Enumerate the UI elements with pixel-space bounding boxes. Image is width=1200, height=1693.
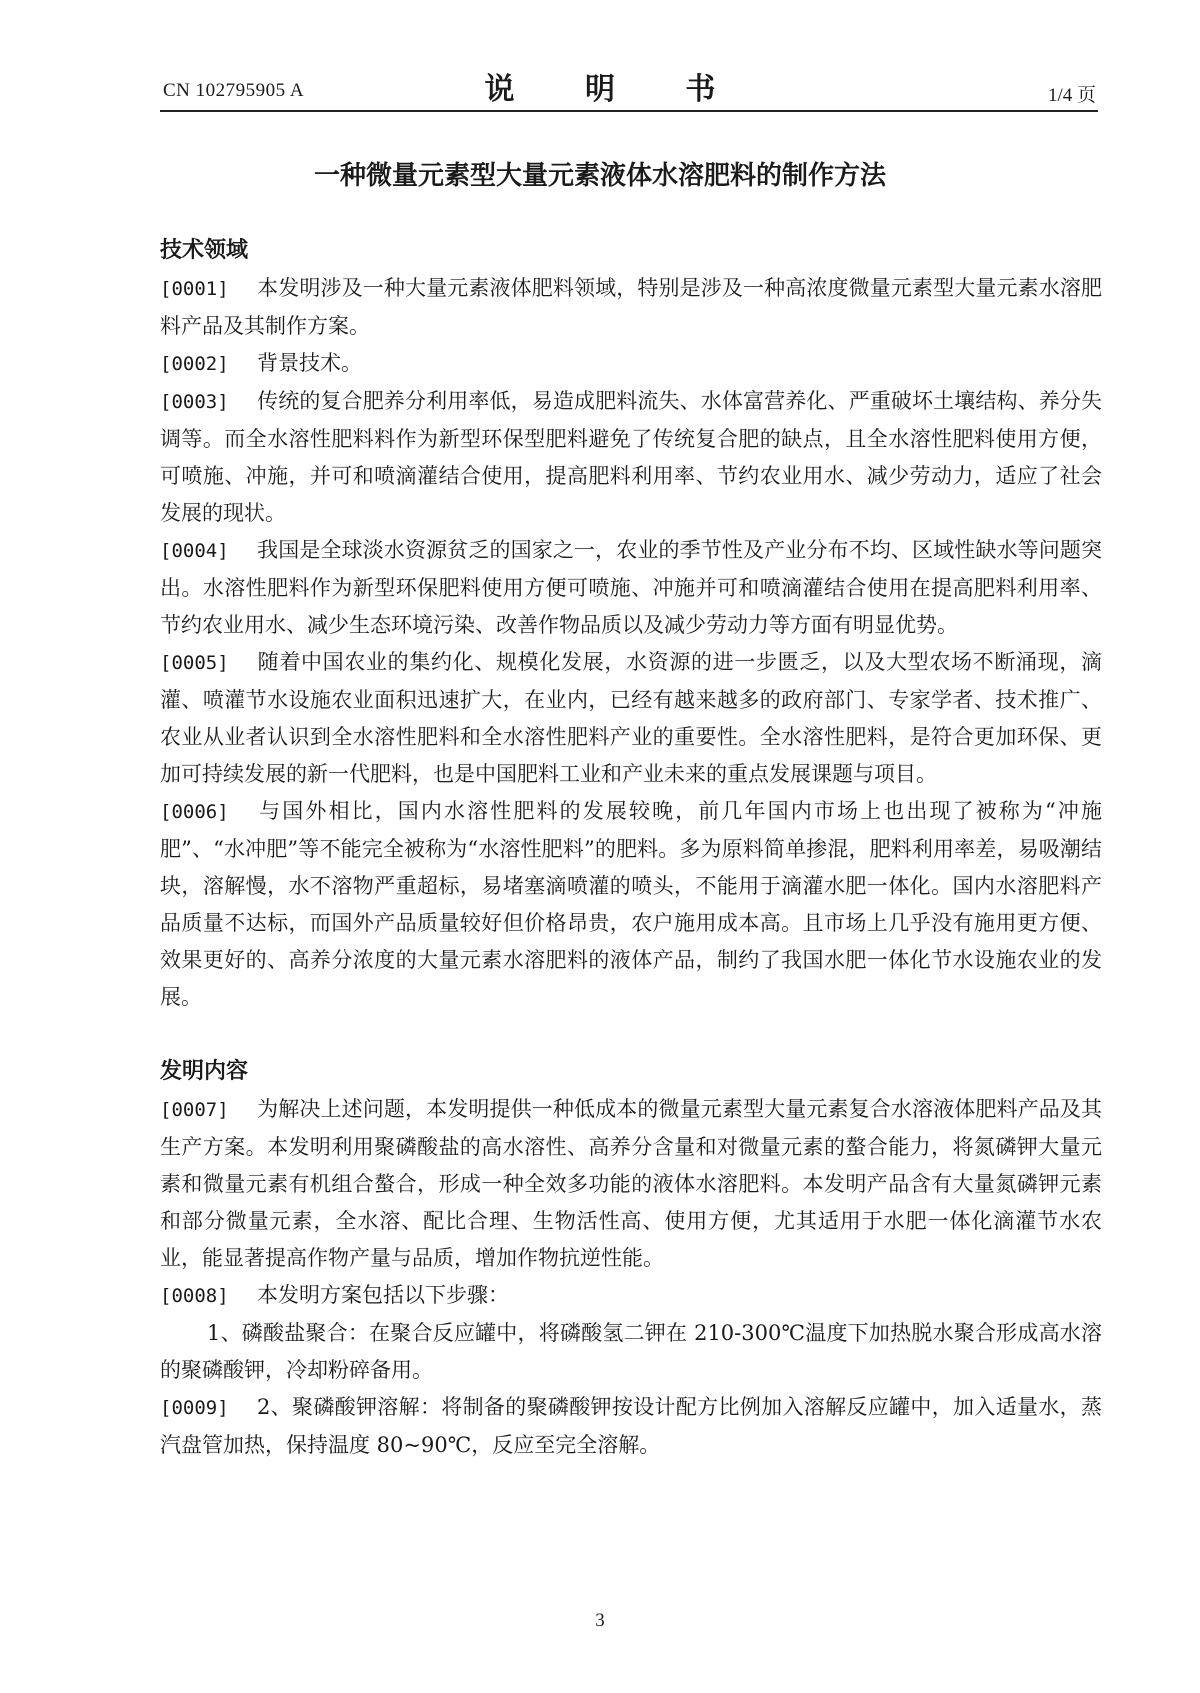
paragraph-text: 为解决上述问题，本发明提供一种低成本的微量元素型大量元素复合水溶液体肥料产品及其生产方案。本发明利用聚磷酸盐的高水溶性、高养分含量和对微量元素的螯合能力，将氮磷钾大量元素和微量元素有机组合螯合，形成一种全效多功能的液体水溶肥料。本发明产品含有大量氮磷钾元素和部分微量元素，全水溶、配比合理、生物活性高、使用方便，尤其适用于水肥一体化滴灌节水农业，能显著提高作物产量与品质，增加作物抗逆性能。 (160, 1097, 1102, 1270)
paragraph-number: [0008] (160, 1285, 229, 1307)
document-title: 一种微量元素型大量元素液体水溶肥料的制作方法 (313, 161, 886, 191)
paragraph-number: [0007] (160, 1099, 229, 1121)
paragraph-0008 (160, 1277, 1102, 1315)
paragraph-text: 随着中国农业的集约化、规模化发展，水资源的进一步匮乏，以及大型农场不断涌现，滴灌、喷灌节水设施农业面积迅速扩大，在业内，已经有越来越多的政府部门、专家学者、技术推广、农业从业者认识到全水溶性肥料和全水溶性肥料产业的重要性。全水溶性肥料，是符合更加环保、更加可持续发展的新一代肥料，也是中国肥料工业和产业未来的重点发展课题与项目。 (160, 650, 1102, 786)
paragraph-number: [0005] (160, 652, 229, 674)
header-rule (160, 110, 1098, 112)
paragraph-number: [0006] (160, 801, 229, 823)
paragraph-0004 (160, 532, 1102, 644)
paragraph-number: [0002] (160, 353, 229, 375)
paragraph-text: 2、聚磷酸钾溶解：将制备的聚磷酸钾按设计配方比例加入溶解反应罐中，加入适量水，蒸汽盘管加热，保持温度 80~90℃，反应至完全溶解。 (160, 1395, 1102, 1457)
paragraph-0006 (160, 793, 1102, 1016)
document-body (160, 232, 1102, 1464)
paragraph-text: 传统的复合肥养分利用率低，易造成肥料流失、水体富营养化、严重破坏土壤结构、养分失调等。而全水溶性肥料料作为新型环保型肥料避免了传统复合肥的缺点，且全水溶性肥料使用方便，可喷施、冲施，并可和喷滴灌结合使用，提高肥料利用率、节约农业用水、减少劳动力，适应了社会发展的现状。 (160, 389, 1102, 525)
page-number: 3 (595, 1610, 605, 1631)
section-heading-technical-field: 技术领域 (160, 238, 249, 263)
paragraph-0009 (160, 1389, 1102, 1464)
page-indicator: 1/4 页 (1047, 85, 1096, 106)
paragraph-text: 本发明涉及一种大量元素液体肥料领域，特别是涉及一种高浓度微量元素型大量元素水溶肥料产品及其制作方案。 (160, 276, 1102, 338)
paragraph-text: 与国外相比，国内水溶性肥料的发展较晚，前几年国内市场上也出现了被称为“冲施肥”、“水冲肥”等不能完全被称为“水溶性肥料”的肥料。多为原料简单掺混，肥料利用率差，易吸潮结块，溶解慢，水不溶物严重超标，易堵塞滴喷灌的喷头，不能用于滴灌水肥一体化。国内水溶肥料产品质量不达标，而国外产品质量较好但价格昂贵，农户施用成本高。且市场上几乎没有施用更方便、效果更好的、高养分浓度的大量元素水溶肥料的液体产品，制约了我国水肥一体化节水设施农业的发展。 (160, 799, 1102, 1009)
paragraph-0007 (160, 1091, 1102, 1277)
section-heading-invention-content: 发明内容 (160, 1059, 249, 1084)
paragraph-number: [0001] (160, 278, 229, 300)
paragraph-text: 本发明方案包括以下步骤： (257, 1283, 509, 1307)
step-1-paragraph: 1、磷酸盐聚合：在聚合反应罐中，将磷酸氢二钾在 210-300℃温度下加热脱水聚合形成高水溶的聚磷酸钾，冷却粉碎备用。 (160, 1321, 1102, 1382)
paragraph-0001 (160, 270, 1102, 345)
page-header (0, 0, 1200, 120)
paragraph-0005 (160, 644, 1102, 793)
paragraph-0003 (160, 383, 1102, 532)
document-type: 说 明 书 (484, 72, 746, 107)
paragraph-number: [0009] (160, 1397, 229, 1419)
paragraph-number: [0003] (160, 391, 229, 413)
paragraph-number: [0004] (160, 540, 229, 562)
paragraph-text: 背景技术。 (257, 351, 362, 375)
publication-number: CN 102795905 A (163, 80, 305, 101)
paragraph-text: 我国是全球淡水资源贫乏的国家之一，农业的季节性及产业分布不均、区域性缺水等问题突出。水溶性肥料作为新型环保肥料使用方便可喷施、冲施并可和喷滴灌结合使用在提高肥料利用率、节约农业用水、减少生态环境污染、改善作物品质以及减少劳动力等方面有明显优势。 (160, 538, 1102, 637)
paragraph-0002 (160, 345, 1102, 383)
